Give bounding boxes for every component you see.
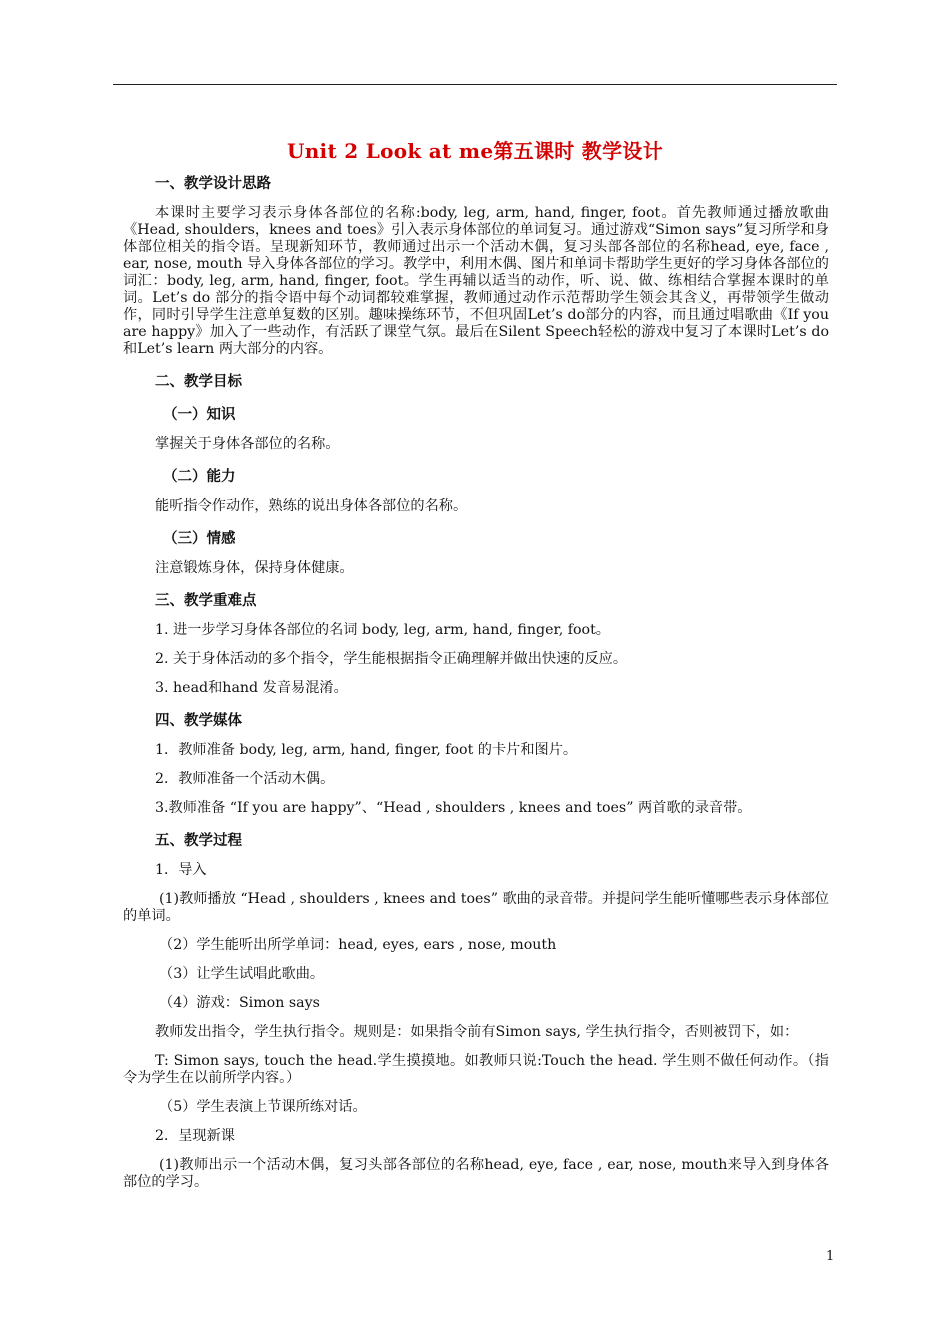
section-1-paragraph: 本课时主要学习表示身体各部位的名称:body, leg, arm, hand, finger, foot。首先教师通过播放歌曲《Head, shoulders，knees and toes》引入表示身体部位的单词复习。通过游戏“Simon says”复习所学和身体部位相关的指令语。呈现新知环节，教师通过出示一个活动木偶，复习头部各部位的名称head, eye, face , ear, nose, mouth 导入身体各部位的学习。教学中，利用木偶、图片和单词卡帮助学生更好的学习身体各部位的词汇：body, leg, arm, hand, finger, foot。学生再辅以适当的动作，听、说、做、练相结合掌握本课时的单词。Let’s do 部分的指令语中每个动词都较难掌握，教师通过动作示范帮助学生领会其含义，再带领学生做动作，同时引导学生注意单复数的区别。趣味操练环节，不但巩固Let’s do部分的内容，而且通过唱歌曲《If you are happy》加入了一些动作，有活跃了课堂气氛。最后在Silent Speech轻松的游戏中复习了本课时Let’s do和Let’s learn 两大部分的内容。 — [123, 205, 829, 357]
page-number: 1 — [826, 1249, 835, 1264]
document-title: Unit 2 Look at me第五课时 教学设计 — [286, 139, 664, 163]
section-heading-5: 五、教学过程 — [155, 833, 242, 849]
key-point-item: 1. 进一步学习身体各部位的名词 body, leg, arm, hand, finger, foot。 — [155, 622, 610, 638]
media-item: 3.教师准备 “If you are happy”、“Head , shoulders , knees and toes” 两首歌的录音带。 — [155, 800, 752, 816]
process-item: 教师发出指令，学生执行指令。规则是：如果指令前有Simon says, 学生执行指令，否则被罚下，如： — [155, 1024, 799, 1040]
process-step-heading: 2．呈现新课 — [155, 1128, 235, 1144]
key-point-item: 3. head和hand 发音易混淆。 — [155, 680, 348, 696]
process-item: （5）学生表演上节课所练对话。 — [159, 1099, 367, 1115]
subheading-ability: （二）能力 — [163, 469, 236, 485]
process-item: (1)教师出示一个活动木偶，复习头部各部位的名称head, eye, face , ear, nose, mouth来导入到身体各部位的学习。 — [123, 1157, 829, 1190]
ability-paragraph: 能听指令作动作，熟练的说出身体各部位的名称。 — [155, 498, 468, 514]
process-step-heading: 1．导入 — [155, 862, 207, 878]
section-heading-4: 四、教学媒体 — [155, 713, 242, 729]
section-heading-3: 三、教学重难点 — [155, 593, 257, 609]
process-item: T: Simon says, touch the head.学生摸摸地。如教师只说:Touch the head. 学生则不做任何动作。（指令为学生在以前所学内容。） — [123, 1053, 829, 1086]
emotion-paragraph: 注意锻炼身体，保持身体健康。 — [155, 560, 354, 576]
subheading-knowledge: （一）知识 — [163, 407, 236, 423]
header-rule — [113, 84, 837, 85]
media-item: 2．教师准备一个活动木偶。 — [155, 771, 335, 787]
knowledge-paragraph: 掌握关于身体各部位的名称。 — [155, 436, 340, 452]
section-heading-1: 一、教学设计思路 — [155, 176, 271, 192]
process-item: （3）让学生试唱此歌曲。 — [159, 966, 325, 982]
key-point-item: 2. 关于身体活动的多个指令，学生能根据指令正确理解并做出快速的反应。 — [155, 651, 628, 667]
process-item: （4）游戏：Simon says — [159, 995, 320, 1011]
subheading-emotion: （三）情感 — [163, 531, 236, 547]
process-item: (1)教师播放 “Head , shoulders , knees and toes” 歌曲的录音带。并提问学生能听懂哪些表示身体部位的单词。 — [123, 891, 829, 924]
section-heading-2: 二、教学目标 — [155, 374, 242, 390]
process-item: （2）学生能听出所学单词：head, eyes, ears , nose, mouth — [159, 937, 557, 953]
document-body — [123, 172, 829, 1203]
media-item: 1．教师准备 body, leg, arm, hand, finger, foot 的卡片和图片。 — [155, 742, 578, 758]
